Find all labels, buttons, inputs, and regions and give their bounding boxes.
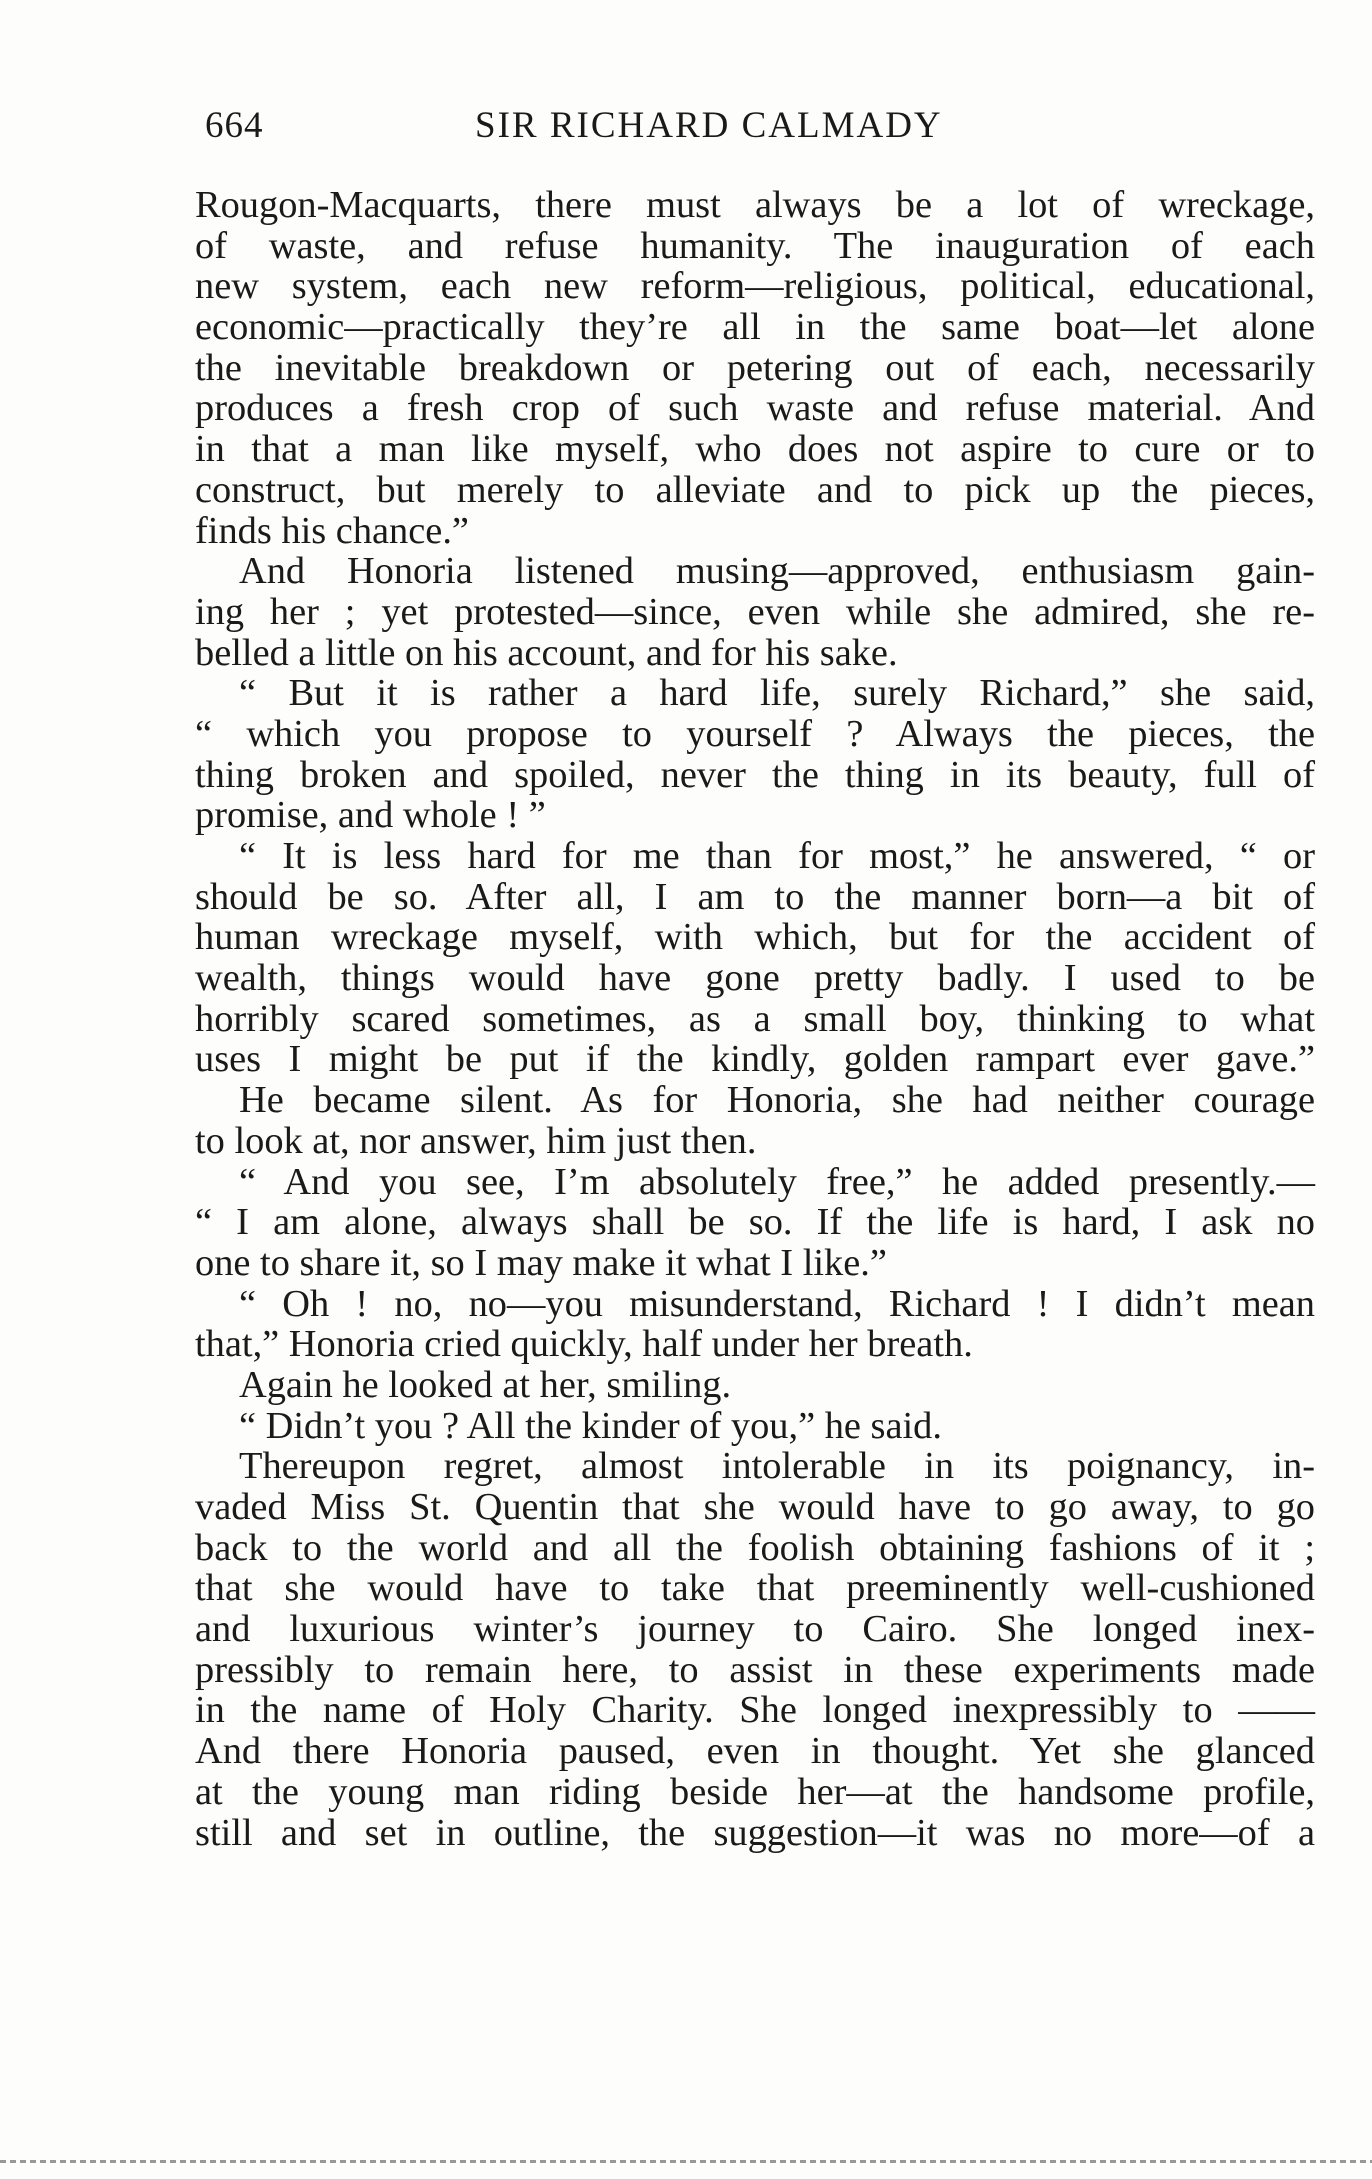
text-line: horribly scared sometimes, as a small boy, thinking to what [195,997,1315,1040]
text-line: “ It is less hard for me than for most,” he answered, “ or [239,835,1315,877]
text-line: uses I might be put if the kindly, golden rampart ever gave.” [195,1038,1315,1081]
text-line: in the name of Holy Charity. She longed inexpressibly to —— [195,1689,1315,1732]
text-line: Again he looked at her, smiling. [239,1363,732,1406]
text-line: that,” Honoria cried quickly, half under her breath. [195,1323,973,1366]
page-edge [0,2160,1372,2163]
text-line: “ Oh ! no, no—you misunderstand, Richard ! I didn’t mean [239,1282,1315,1325]
text-line: Rougon-Macquarts, there must always be a lot of wreckage, [195,184,1315,226]
text-line: should be so. After all, I am to the manner born—a bit of [195,875,1315,918]
text-line: construct, but merely to alleviate and to pick up the pieces, [195,468,1315,511]
body-text [195,185,1315,1853]
text-line: back to the world and all the foolish obtaining fashions of it ; [195,1526,1315,1569]
text-line: of waste, and refuse humanity. The inauguration of each [195,224,1315,267]
text-line: one to share it, so I may make it what I like.” [195,1241,887,1284]
text-line: ing her ; yet protested—since, even while she admired, she re- [195,590,1315,633]
text-line: promise, and whole ! ” [195,794,546,837]
text-line: “ I am alone, always shall be so. If the life is hard, I ask no [195,1201,1315,1244]
text-line: vaded Miss St. Quentin that she would have to go away, to go [195,1486,1315,1528]
text-line: “ Didn’t you ? All the kinder of you,” he said. [239,1404,942,1447]
text-line: “ which you propose to yourself ? Always the pieces, the [195,712,1315,755]
text-line: Thereupon regret, almost intolerable in its poignancy, in- [239,1445,1315,1488]
text-line: still and set in outline, the suggestion—it was no more—of a [195,1811,1315,1854]
text-line: that she would have to take that preeminently well-cushioned [195,1567,1315,1610]
text-line: new system, each new reform—religious, political, educational, [195,265,1315,308]
text-line: And Honoria listened musing—approved, enthusiasm gain- [239,550,1315,593]
running-title: SIR RICHARD CALMADY [475,105,943,146]
page-header [205,104,1055,154]
page-number: 664 [205,105,264,146]
text-line: And there Honoria paused, even in thought. Yet she glanced [195,1730,1315,1773]
text-line: “ But it is rather a hard life, surely Richard,” she said, [239,672,1315,715]
text-line: thing broken and spoiled, never the thing in its beauty, full of [195,753,1315,796]
text-line: He became silent. As for Honoria, she had neither courage [239,1079,1315,1122]
text-line: the inevitable breakdown or petering out of each, necessarily [195,346,1315,389]
text-line: finds his chance.” [195,509,469,552]
text-line: and luxurious winter’s journey to Cairo. She longed inex- [195,1608,1315,1651]
text-line: human wreckage myself, with which, but for the accident of [195,916,1315,959]
text-line: in that a man like myself, who does not aspire to cure or to [195,428,1315,471]
text-line: economic—practically they’re all in the same boat—let alone [195,306,1315,349]
text-line: pressibly to remain here, to assist in these experiments made [195,1648,1315,1691]
text-line: belled a little on his account, and for his sake. [195,631,898,674]
text-line: wealth, things would have gone pretty badly. I used to be [195,957,1315,1000]
text-line: to look at, nor answer, him just then. [195,1119,757,1162]
text-line: “ And you see, I’m absolutely free,” he added presently.— [239,1160,1315,1203]
text-line: at the young man riding beside her—at the handsome profile, [195,1770,1315,1813]
text-line: produces a fresh crop of such waste and refuse material. And [195,387,1315,430]
